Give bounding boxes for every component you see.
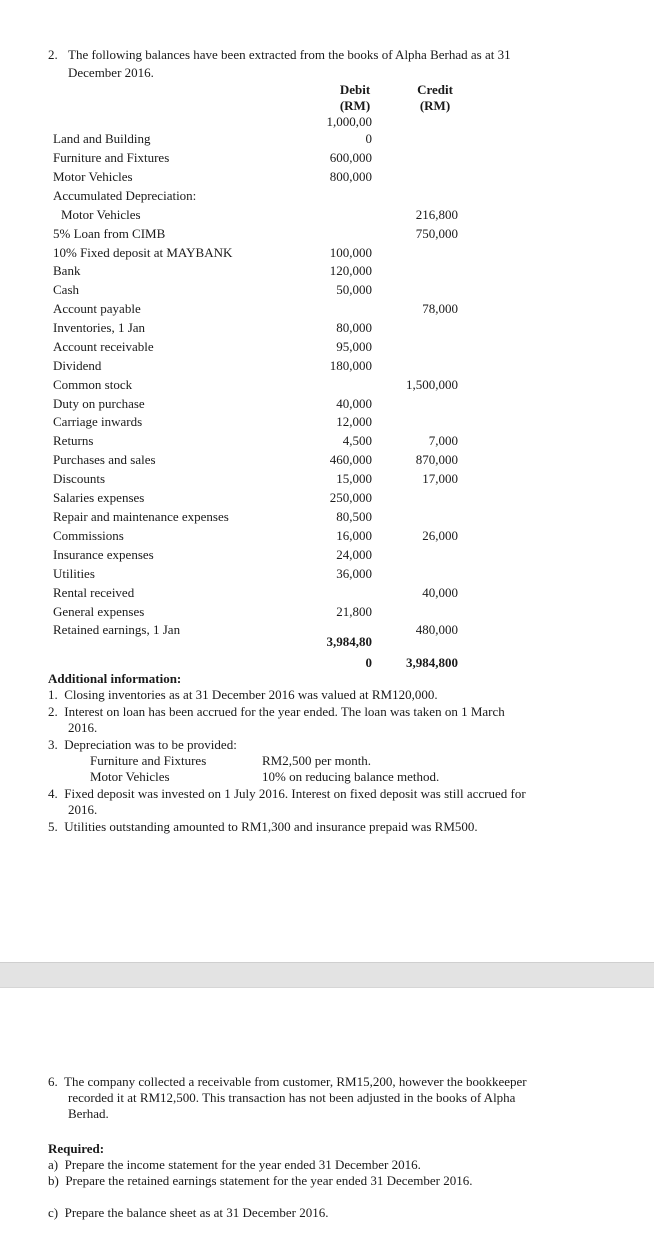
row-label: Common stock [53,377,133,392]
row-label: Returns [53,433,94,448]
total-credit: 3,984,800 [406,655,458,670]
debit-land-line-2: 0 [365,131,372,146]
row-credit: 78,000 [422,301,458,316]
row-debit: 600,000 [329,150,372,165]
row-debit: 95,000 [336,339,372,354]
row-debit: 12,000 [336,414,372,429]
row-credit: 40,000 [422,585,458,600]
row-debit: 50,000 [336,282,372,297]
row-label: Insurance expenses [53,547,154,562]
required-heading: Required: [48,1141,105,1156]
row-label: Motor Vehicles [53,169,133,184]
additional-item-6-cont-1: recorded it at RM12,500. This transaction has not been adjusted in the books of Alpha [68,1090,516,1105]
row-label: Purchases and sales [53,452,156,467]
depreciation-mv-value: 10% on reducing balance method. [262,769,440,784]
row-label: Discounts [53,471,105,486]
row-debit: 250,000 [329,490,372,505]
row-credit: 1,500,000 [406,377,458,392]
row-label: Utilities [53,566,95,581]
row-label: Cash [53,282,79,297]
row-label: Rental received [53,585,135,600]
row-debit: 15,000 [336,471,372,486]
depreciation-mv-label: Motor Vehicles [90,769,170,784]
row-debit: 460,000 [329,452,372,467]
row-label: Account receivable [53,339,154,354]
row-label: Dividend [53,358,102,373]
row-debit: 120,000 [329,263,372,278]
row-label: Commissions [53,528,124,543]
row-label: Repair and maintenance expenses [53,509,229,524]
additional-item-5: 5. Utilities outstanding amounted to RM1,300 and insurance prepaid was RM500. [48,819,478,834]
additional-item-6-cont-2: Berhad. [68,1106,109,1121]
row-credit: 480,000 [415,622,458,637]
credit-header: Credit [417,82,453,97]
row-credit: 870,000 [415,452,458,467]
row-credit: 7,000 [428,433,458,448]
row-label: Account payable [53,301,141,316]
row-label: Duty on purchase [53,396,145,411]
row-debit: 21,800 [336,604,372,619]
credit-header-unit: (RM) [419,98,451,113]
row-debit: 4,500 [342,433,372,448]
additional-item-6: 6. The company collected a receivable from customer, RM15,200, however the bookkeeper [48,1074,527,1089]
row-label: 10% Fixed deposit at MAYBANK [53,245,233,260]
depreciation-ff-label: Furniture and Fixtures [90,753,207,768]
additional-item-4: 4. Fixed deposit was invested on 1 July 2016. Interest on fixed deposit was still accrued for [48,786,526,801]
row-label: Inventories, 1 Jan [53,320,146,335]
question-line-1: The following balances have been extracted from the books of Alpha Berhad as at 31 [68,47,511,62]
row-debit: 36,000 [336,566,372,581]
total-debit-line-2: 0 [365,655,372,670]
question-line-2: December 2016. [68,65,154,80]
row-label: Furniture and Fixtures [53,150,170,165]
row-label: Accumulated Depreciation: [53,188,197,203]
row-debit: 100,000 [329,245,372,260]
additional-info-heading: Additional information: [48,671,182,686]
total-debit-line-1: 3,984,80 [326,634,372,649]
row-label: Land and Building [53,131,151,146]
row-label: Retained earnings, 1 Jan [53,622,181,637]
row-label: Salaries expenses [53,490,145,505]
row-label: Bank [53,263,81,278]
additional-item-3: 3. Depreciation was to be provided: [48,737,237,752]
row-debit: 40,000 [336,396,372,411]
required-b: b) Prepare the retained earnings statement for the year ended 31 December 2016. [48,1173,473,1188]
row-label: Carriage inwards [53,414,143,429]
required-c: c) Prepare the balance sheet as at 31 December 2016. [48,1205,329,1220]
required-a: a) Prepare the income statement for the year ended 31 December 2016. [48,1157,421,1172]
depreciation-ff-value: RM2,500 per month. [262,753,372,768]
row-debit: 24,000 [336,547,372,562]
debit-header: Debit [339,82,371,97]
row-debit: 80,500 [336,509,372,524]
question-number: 2. [48,47,58,62]
additional-item-2: 2. Interest on loan has been accrued for the year ended. The loan was taken on 1 March [48,704,505,719]
row-credit: 750,000 [415,226,458,241]
row-label: 5% Loan from CIMB [53,226,166,241]
row-label: Motor Vehicles [61,207,141,222]
additional-item-4-cont: 2016. [68,802,98,817]
debit-header-unit: (RM) [339,98,371,113]
row-debit: 800,000 [329,169,372,184]
additional-item-1: 1. Closing inventories as at 31 December 2016 was valued at RM120,000. [48,687,438,702]
additional-item-2-cont: 2016. [68,720,98,735]
row-debit: 80,000 [336,320,372,335]
row-credit: 17,000 [422,471,458,486]
row-credit: 216,800 [415,207,458,222]
row-label: General expenses [53,604,145,619]
debit-land-line-1: 1,000,00 [326,114,372,129]
row-debit: 180,000 [329,358,372,373]
page-break [0,962,654,988]
row-debit: 16,000 [336,528,372,543]
row-credit: 26,000 [422,528,458,543]
